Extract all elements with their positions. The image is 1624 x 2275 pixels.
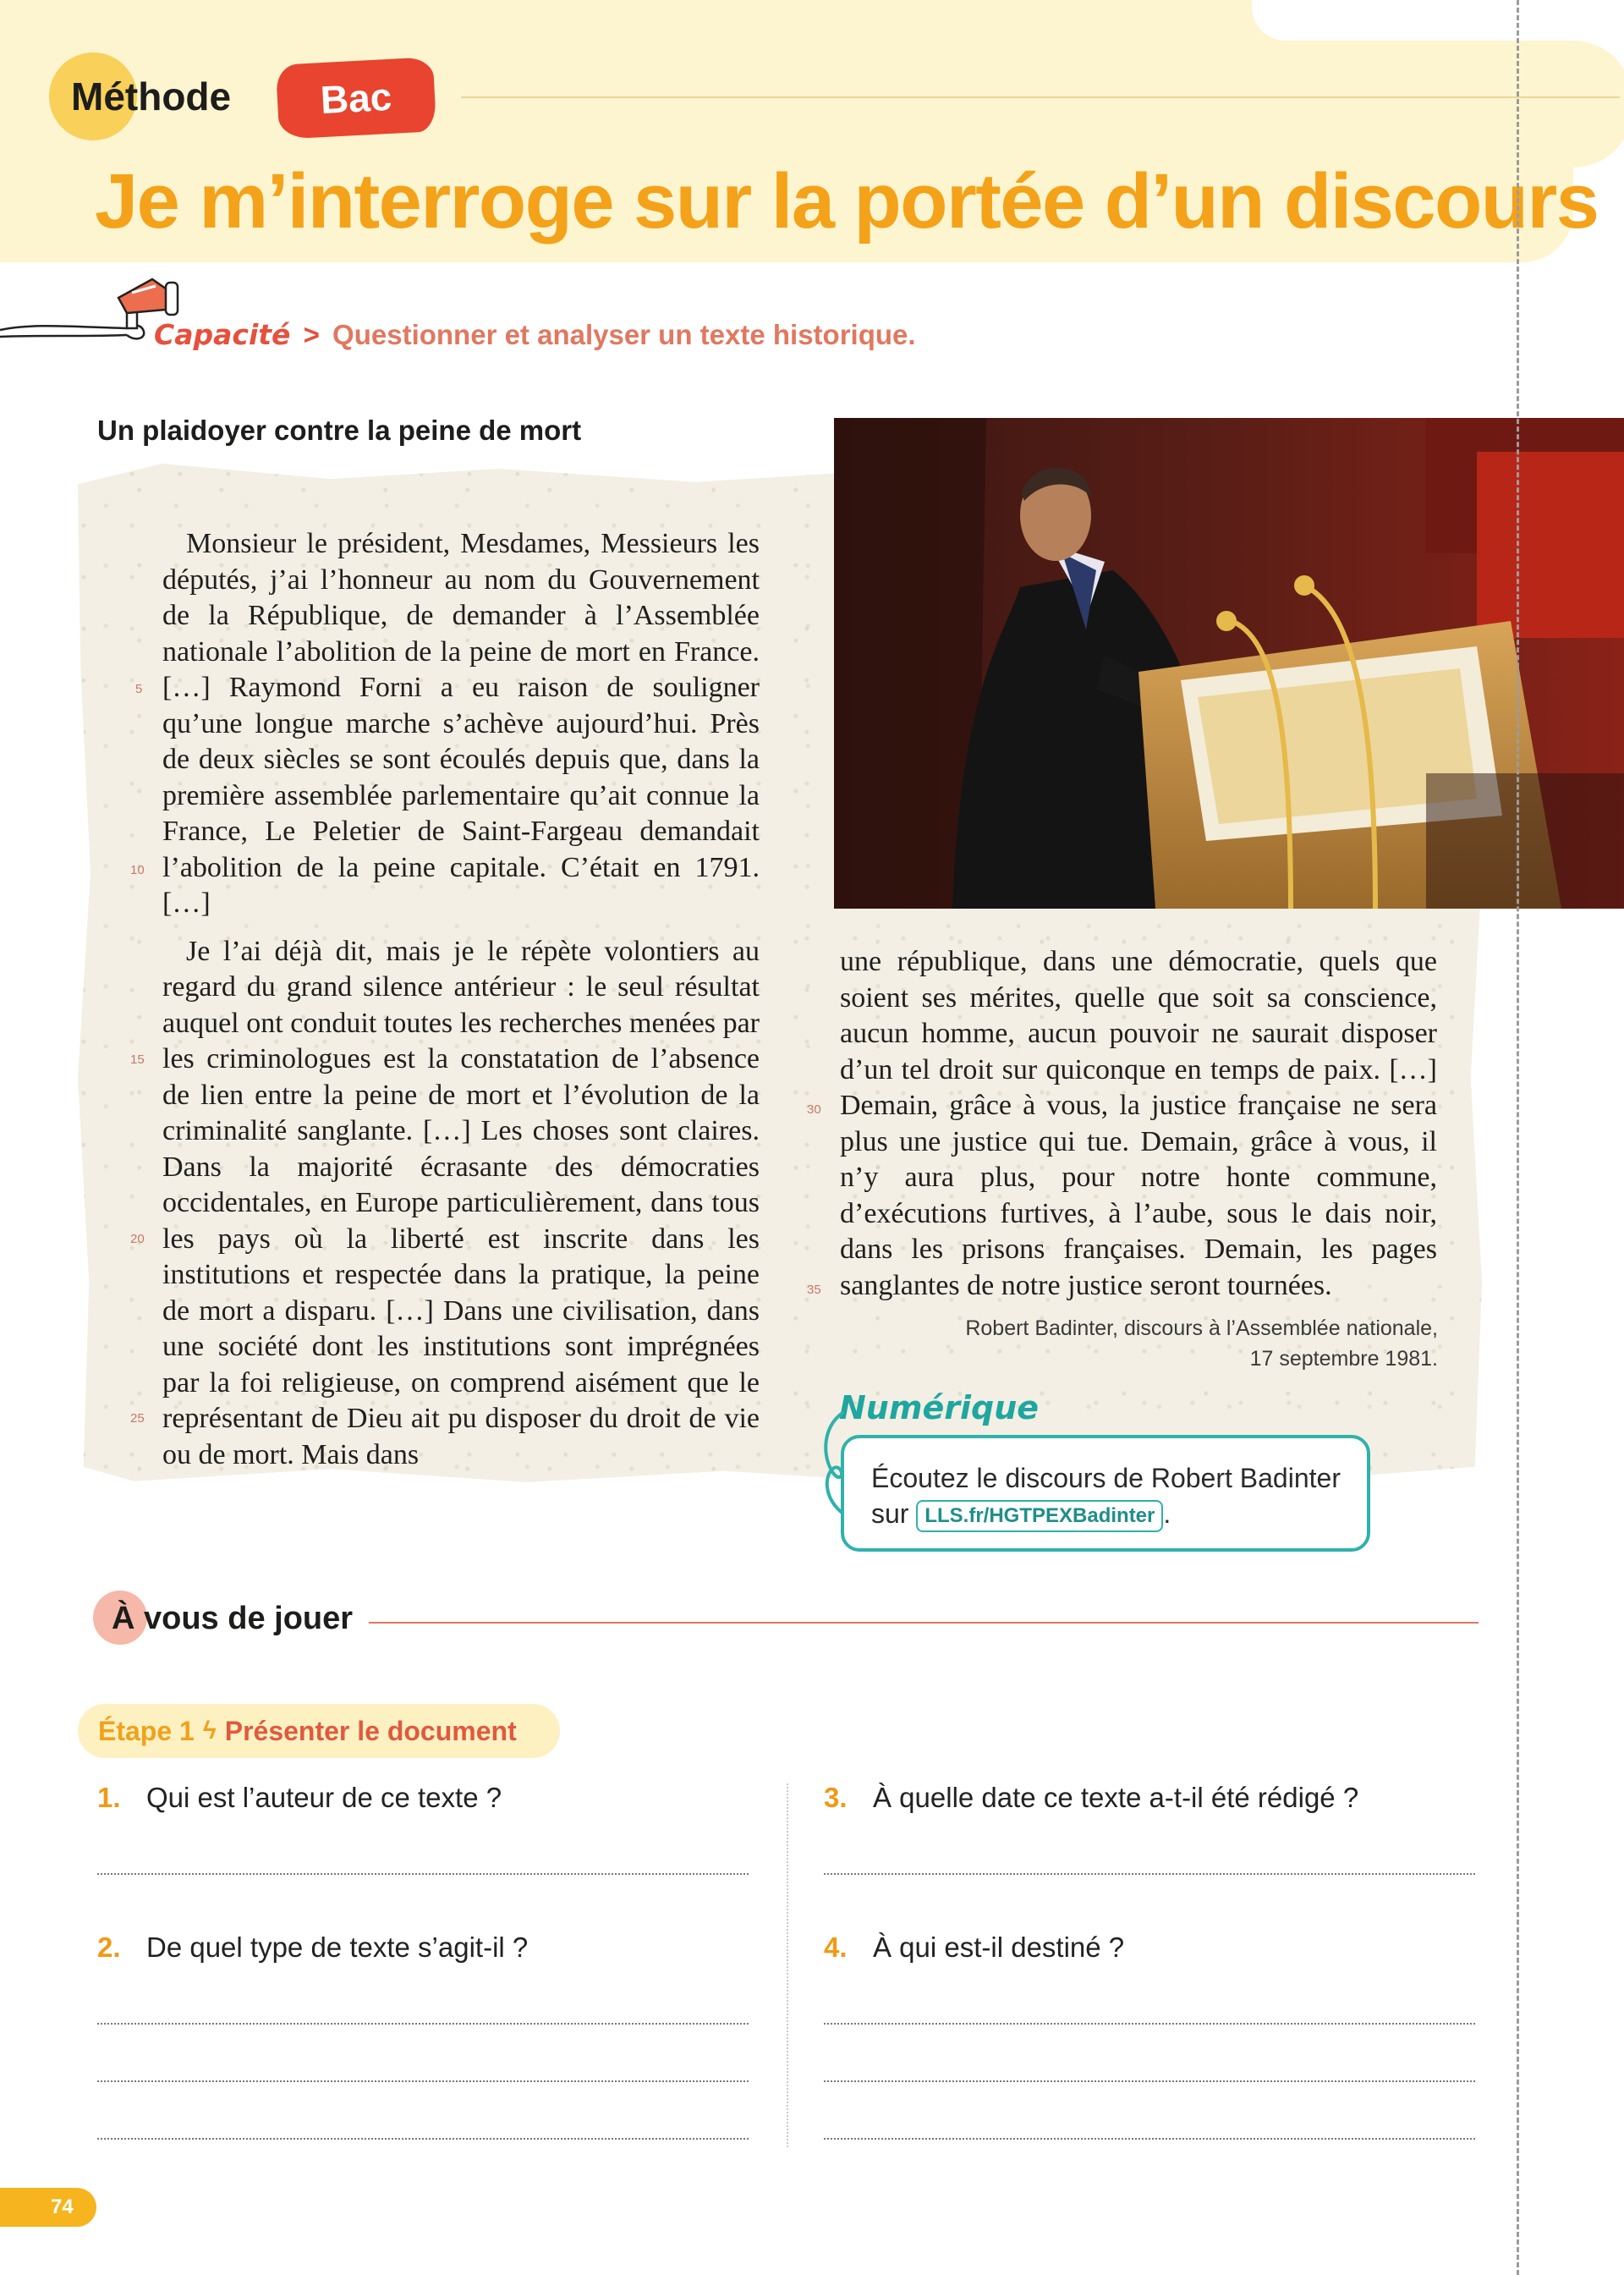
- speech-paragraph-2: Je l’ai déjà dit, mais je le répète volontiers au regard du grand silence antérieur : le seul résultat auquel ont conduit toutes les recherches menées par les criminologues est la constatation de l’absence de lien entre la peine de mort et l’évolution de la criminalité sanglante. […] Les choses sont claires. Dans la majorité écrasante des démocraties occidentales, en Europe particulièrement, dans tous les pays où la liberté est inscrite dans les institutions et respectée dans la pratique, la peine de mort a disparu. […] Dans une civilisation, dans une société dont les institutions sont imprégnées par la foi religieuse, on comprend aisément que le représentant de Dieu ait pu disposer du droit de vie ou de mort. Mais dans: [162, 935, 760, 1470]
- question-number: 1.: [97, 1782, 146, 1814]
- capacite-text: Questionner et analyser un texte historique.: [332, 319, 916, 350]
- document-title: Un plaidoyer contre la peine de mort: [97, 415, 582, 446]
- numerique-period: .: [1163, 1498, 1171, 1529]
- etape-number: Étape 1: [98, 1715, 195, 1746]
- question-text: Qui est l’auteur de ce texte ?: [146, 1782, 502, 1813]
- source-line-2: 17 septembre 1981.: [1249, 1347, 1438, 1371]
- line-number: 30: [807, 1102, 821, 1117]
- page-edge-line: [1517, 0, 1519, 2275]
- header-rule: [461, 96, 1620, 98]
- lightning-icon: ϟ: [202, 1717, 217, 1745]
- capacite-line: [154, 318, 916, 351]
- question-1: [97, 1782, 502, 1814]
- line-number: 25: [130, 1411, 145, 1426]
- answer-line[interactable]: [824, 2023, 1475, 2025]
- answer-line[interactable]: [824, 2138, 1475, 2140]
- header-band-notch: [1252, 0, 1573, 41]
- question-number: 2.: [97, 1932, 146, 1964]
- question-text: À qui est-il destiné ?: [873, 1932, 1125, 1963]
- answer-line[interactable]: [97, 2023, 749, 2025]
- numerique-sur: sur: [871, 1498, 909, 1529]
- header-band-tab: [1506, 41, 1624, 168]
- column-divider: [787, 1783, 788, 2147]
- speaker-photo-illustration: [834, 418, 1624, 909]
- bac-badge: Bac: [276, 57, 436, 140]
- speech-paragraph-3: une république, dans une démocratie, quels que soient ses mérites, quelle que soit sa conscience, aucun homme, aucun pouvoir ne saurait disposer d’un tel droit sur quiconque en temps de paix. […] Demain, grâce à vous, la justice française ne sera plus une justice qui tue. Demain, grâce à vous, il n’y aura plus, pour notre honte commune, d’exécutions furtives, à l’aube, sous le dais noir, dans les prisons françaises. Demain, les pages sanglantes de notre justice seront tournées.: [840, 946, 1437, 1301]
- question-4: [824, 1932, 1124, 1964]
- page-title: Je m’interroge sur la portée d’un discours: [95, 158, 1599, 245]
- line-number: 15: [130, 1052, 145, 1067]
- capacite-label: Capacité: [154, 318, 291, 351]
- question-text: À quelle date ce texte a-t-il été rédigé ?: [873, 1782, 1359, 1813]
- answer-line[interactable]: [824, 1873, 1475, 1875]
- question-3: [824, 1782, 1358, 1814]
- answer-line[interactable]: [97, 2138, 749, 2140]
- methode-label: [49, 52, 231, 140]
- answer-line[interactable]: [97, 1873, 749, 1875]
- section-title: À vous de jouer: [112, 1601, 354, 1636]
- document-source: [846, 1313, 1438, 1374]
- speech-column-right: [840, 944, 1437, 1304]
- question-2: [97, 1932, 528, 1964]
- speaker-photo: [834, 418, 1624, 909]
- speech-paragraph-1: Monsieur le président, Mesdames, Messieurs les députés, j’ai l’honneur au nom du Gouvernement de la République, de demander à l’Assemblée nationale l’abolition de la peine de mort en France. […] Raymond Forni a eu raison de souligner qu’une longue marche s’achève aujourd’hui. Près de deux siècles se sont écoulés depuis que, dans la première assemblée parlementaire qu’ait connue la France, Le Peletier de Saint-Fargeau demandait l’abolition de la peine capitale. C’était en 1791. […]: [162, 528, 760, 919]
- question-text: De quel type de texte s’agit-il ?: [146, 1932, 529, 1963]
- page-number: 74: [0, 2188, 96, 2227]
- answer-line[interactable]: [97, 2080, 749, 2082]
- numerique-link[interactable]: LLS.fr/HGTPEXBadinter: [916, 1500, 1163, 1532]
- section-rule: [369, 1622, 1479, 1624]
- capacite-arrow: >: [303, 319, 320, 350]
- question-number: 4.: [824, 1932, 873, 1964]
- question-number: 3.: [824, 1782, 873, 1814]
- etape-pill: [78, 1704, 560, 1758]
- line-number: 20: [130, 1232, 145, 1246]
- line-number: 35: [807, 1283, 821, 1297]
- line-number: 5: [135, 682, 143, 696]
- numerique-text: Écoutez le discours de Robert Badinter: [871, 1463, 1341, 1493]
- numerique-label: Numérique: [839, 1389, 1040, 1426]
- numerique-link-line: [871, 1496, 1367, 1532]
- speech-column-left: [162, 526, 760, 1473]
- etape-title: Présenter le document: [224, 1715, 517, 1746]
- line-number: 10: [130, 863, 145, 877]
- numerique-box: [841, 1435, 1370, 1552]
- answer-line[interactable]: [824, 2080, 1475, 2082]
- methode-text: Méthode: [71, 74, 232, 118]
- source-line-1: Robert Badinter, discours à l’Assemblée nationale,: [965, 1316, 1438, 1340]
